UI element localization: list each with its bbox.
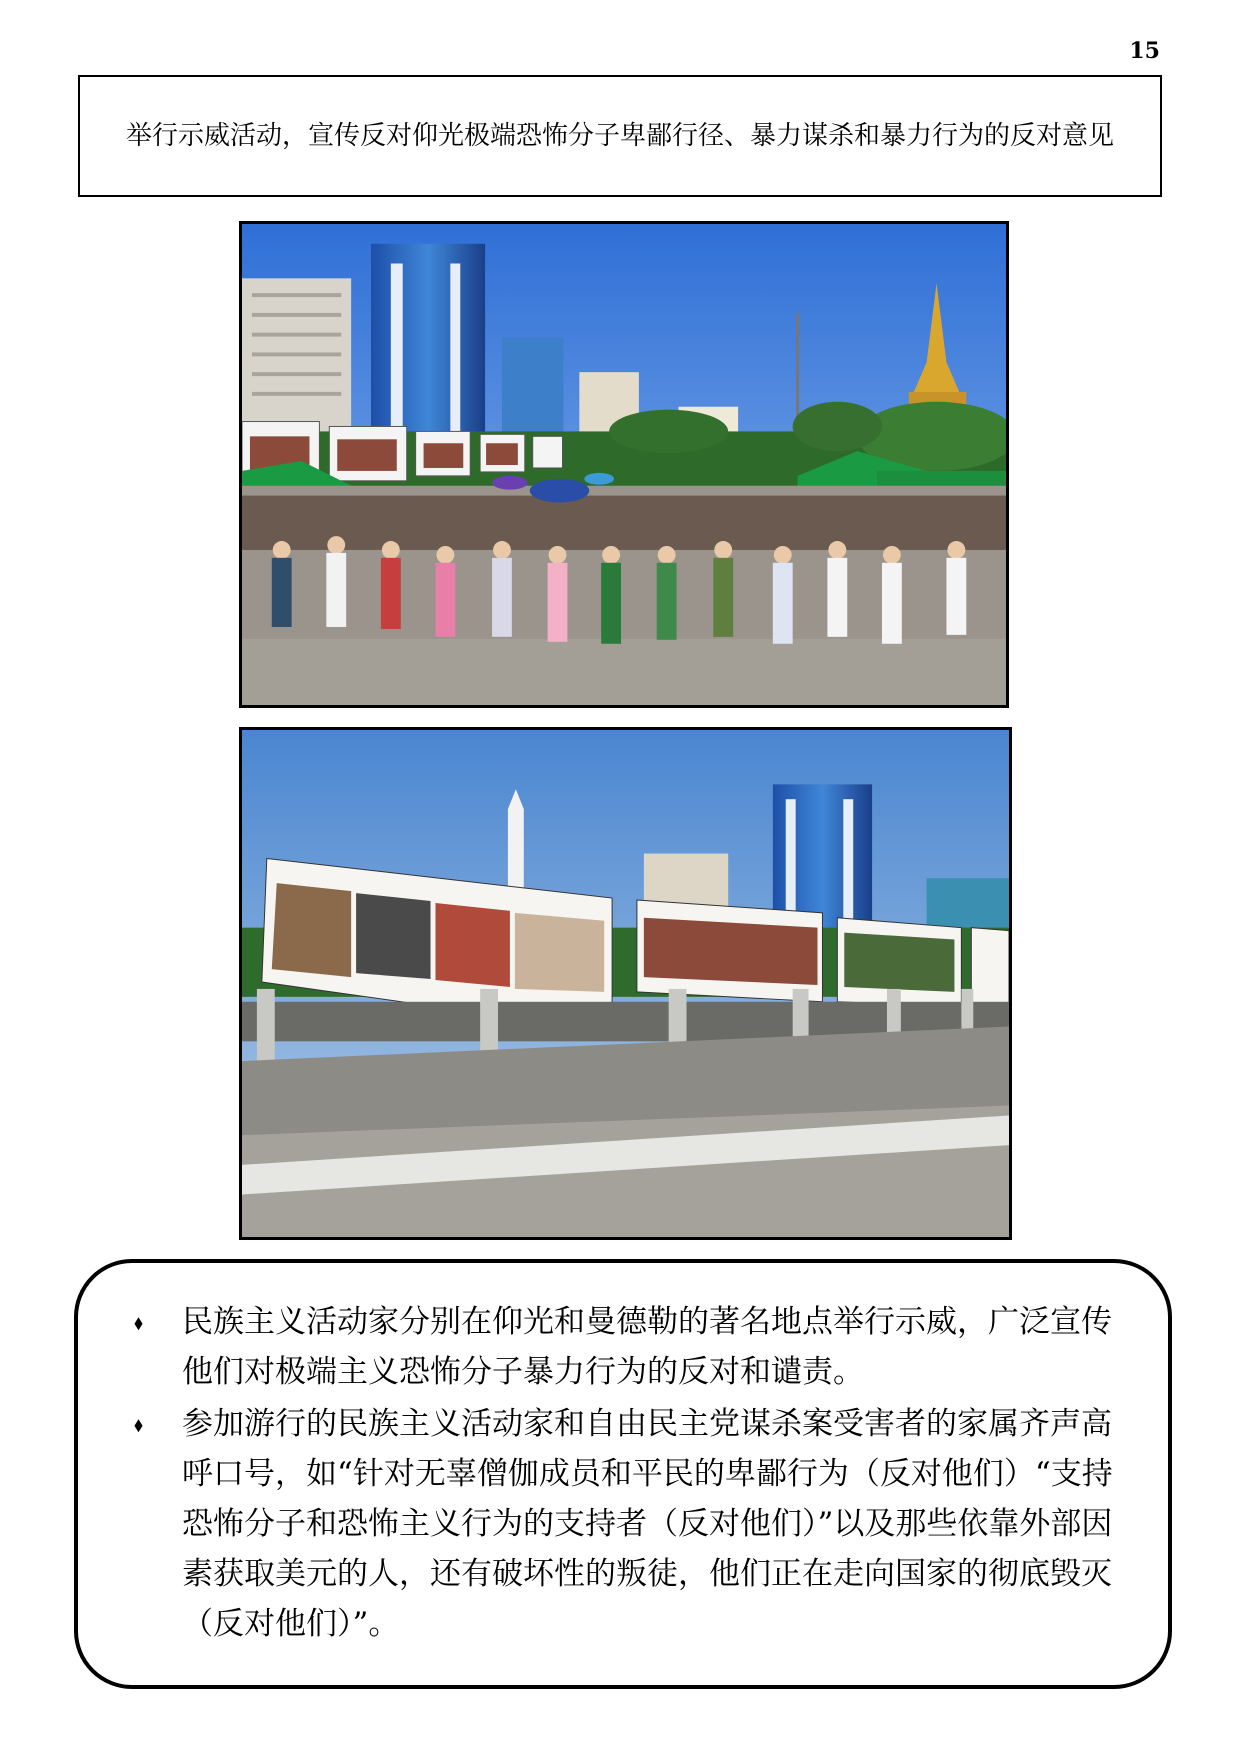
bullet-list [112, 1297, 1124, 1649]
bullet-box [74, 1259, 1172, 1689]
bullet-text: 民族主义活动家分别在仰光和曼德勒的著名地点举行示威，广泛宣传他们对极端主义恐怖分子暴力行为的反对和谴责。 [182, 1304, 1112, 1390]
bullet-text: 参加游行的民族主义活动家和自由民主党谋杀案受害者的家属齐声高呼口号，如“针对无辜僧伽成员和平民的卑鄙行为（反对他们）“支持恐怖分子和恐怖主义行为的支持者（反对他们）”以及那些依靠外部因素获取美元的人，还有破坏性的叛徒，他们正在走向国家的彻底毁灭（反对他们）”。 [182, 1406, 1113, 1642]
page-number: 15 [1129, 38, 1160, 64]
diamond-bullet-icon: ⬧ [134, 1412, 143, 1436]
list-item [112, 1297, 1124, 1397]
billboards-photo [239, 727, 1012, 1240]
rally-crowd-photo [239, 221, 1009, 708]
page-title: 举行示威活动，宣传反对仰光极端恐怖分子卑鄙行径、暴力谋杀和暴力行为的反对意见 [125, 121, 1114, 151]
billboards-image [242, 730, 1009, 1237]
rally-crowd-image [242, 224, 1006, 705]
list-item [112, 1399, 1124, 1649]
diamond-bullet-icon: ⬧ [134, 1310, 143, 1334]
title-box [78, 75, 1162, 197]
